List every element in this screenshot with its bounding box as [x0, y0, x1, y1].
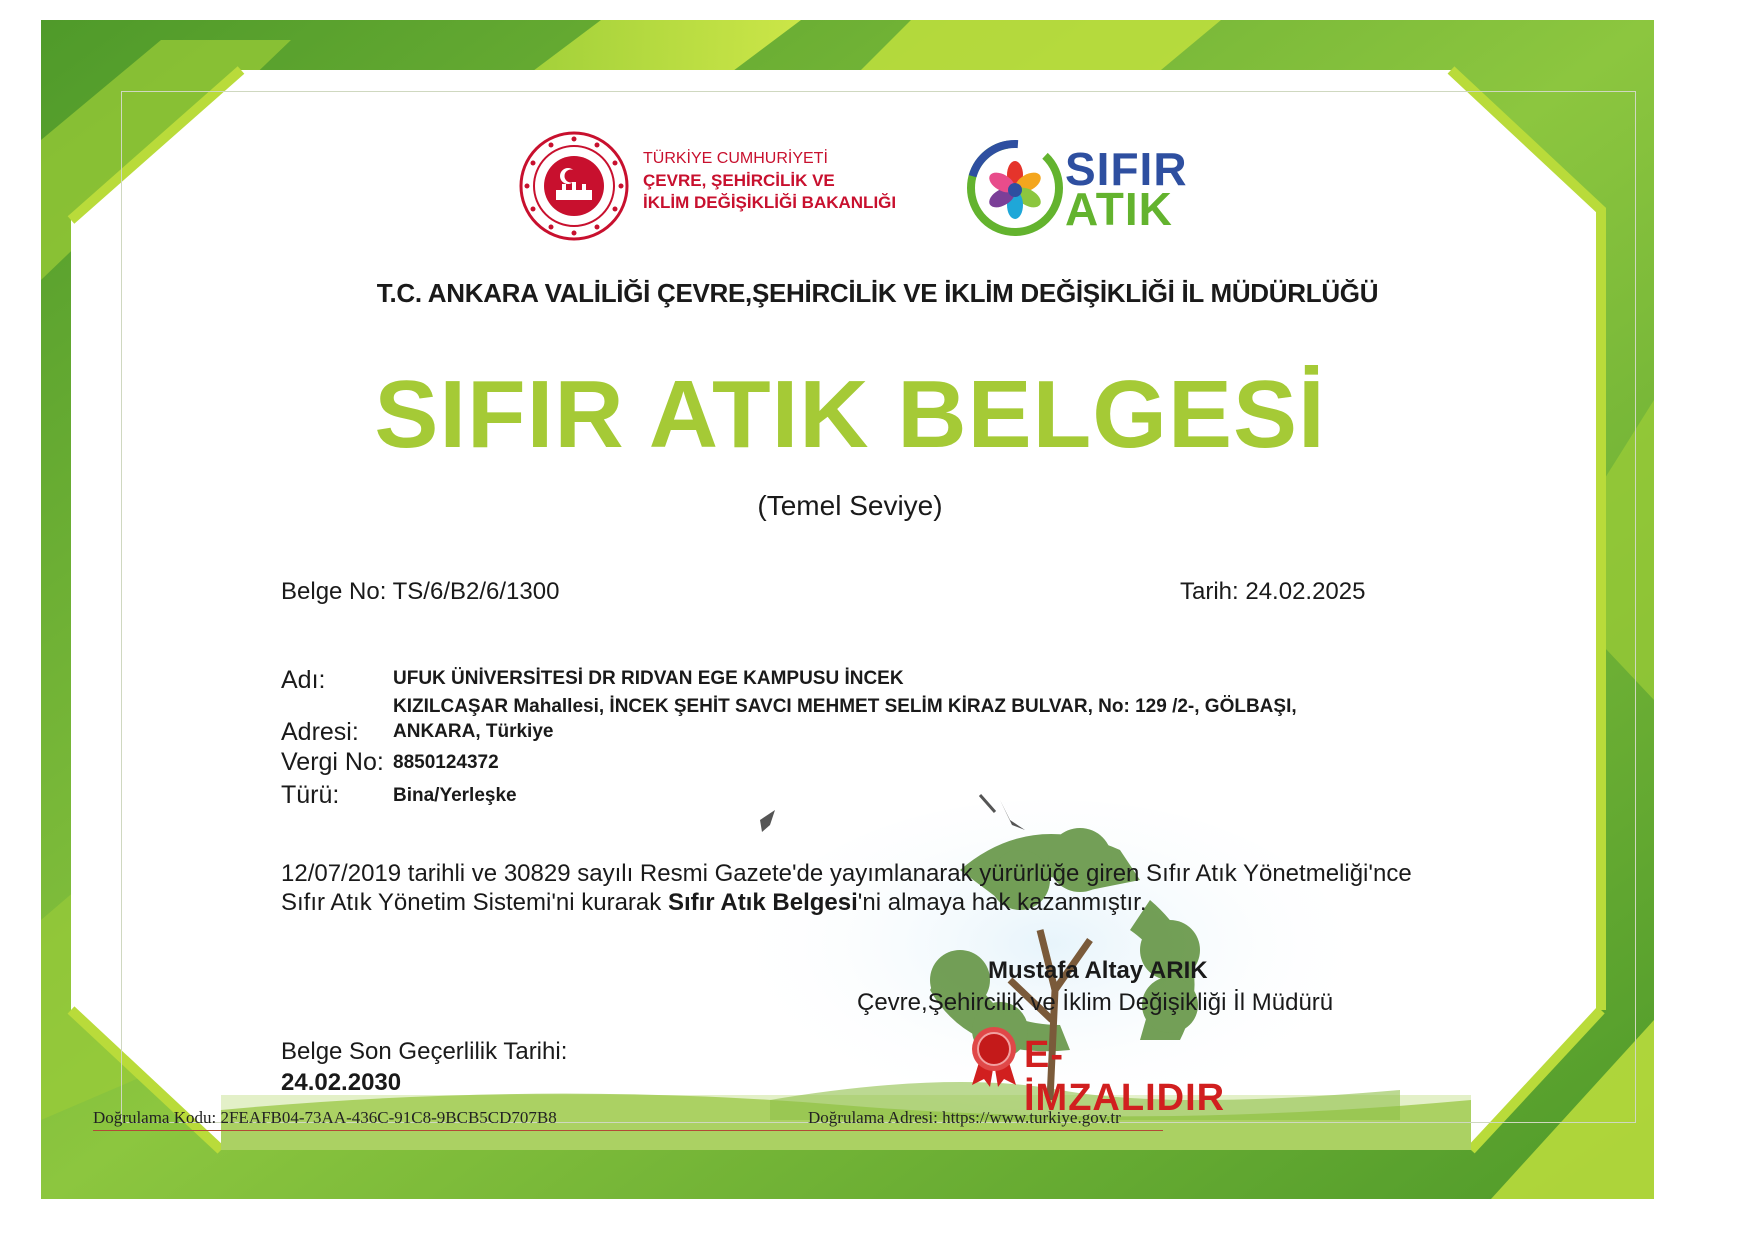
signer-title: Çevre,Şehircilik ve İklim Değişikliği İl Müdürü — [857, 989, 1334, 1016]
ministry-line-3: İKLİM DEĞİŞİKLİĞİ BAKANLIĞI — [643, 193, 897, 212]
certificate-level: (Temel Seviye) — [757, 490, 943, 521]
signer-name: Mustafa Altay ARIK — [988, 957, 1208, 984]
ministry-line-1: TÜRKİYE CUMHURİYETİ — [643, 150, 828, 167]
type-label: Türü: — [281, 781, 340, 809]
type-value: Bina/Yerleşke — [393, 785, 517, 806]
verification-divider — [93, 1130, 1163, 1131]
address-line-1: KIZILCAŞAR Mahallesi, İNCEK ŞEHİT SAVCI MEHMET SELİM KİRAZ BULVAR, No: 129 /2-, GÖLBAŞI, — [393, 696, 1297, 717]
certificate-date: Tarih: 24.02.2025 — [1180, 578, 1366, 605]
certificate-number: Belge No: TS/6/B2/6/1300 — [281, 578, 560, 605]
e-signature-stamp — [966, 1020, 1256, 1119]
validity-date: 24.02.2030 — [281, 1069, 402, 1096]
sifir-atik-logo — [965, 138, 1195, 240]
address-label: Adresi: — [281, 718, 359, 746]
ministry-name — [643, 148, 896, 214]
ministry-logo — [518, 130, 918, 242]
statement-text-1: 12/07/2019 tarihli ve 30829 sayılı Resmi Gazete'de yayımlanarak yürürlüğe giren Sıfır Atık Yönetmeliği'nce Sıfır Atık Yönetim Sistemi'ni kurarak — [281, 860, 1412, 916]
atik-word: ATIK — [1065, 183, 1173, 235]
name-label: Adı: — [281, 666, 326, 694]
address-line-2: ANKARA, Türkiye — [393, 721, 554, 742]
directorate-title: T.C. ANKARA VALİLİĞİ ÇEVRE,ŞEHİRCİLİK VE İKLİM DEĞİŞİKLİĞİ İL MÜDÜRLÜĞÜ — [376, 278, 1379, 308]
certificate-title: SIFIR ATIK BELGESİ — [374, 361, 1326, 468]
ministry-seal-icon — [518, 130, 630, 242]
statement-text-2: 'ni almaya hak kazanmıştır. — [857, 889, 1147, 916]
certificate-statement — [281, 859, 1431, 917]
recycle-flower-icon — [965, 138, 1065, 238]
e-signature-text: E-İMZALIDIR — [1024, 1034, 1226, 1119]
tax-number-value: 8850124372 — [393, 752, 499, 773]
tax-number-label: Vergi No: — [281, 748, 384, 776]
sifir-word: SIFIR — [1065, 143, 1188, 195]
rosette-badge-icon — [966, 1025, 1022, 1087]
verification-code: Doğrulama Kodu: 2FEAFB04-73AA-436C-91C8-9BCB5CD707B8 — [93, 1108, 557, 1127]
verification-address: Doğrulama Adresi: https://www.turkiye.gov.tr — [808, 1108, 1121, 1127]
statement-bold: Sıfır Atık Belgesi — [667, 889, 858, 916]
validity-label: Belge Son Geçerlilik Tarihi: — [281, 1038, 568, 1065]
ministry-line-2: ÇEVRE, ŞEHİRCİLİK VE — [643, 171, 835, 190]
name-value: UFUK ÜNİVERSİTESİ DR RIDVAN EGE KAMPUSU İNCEK — [393, 668, 904, 689]
